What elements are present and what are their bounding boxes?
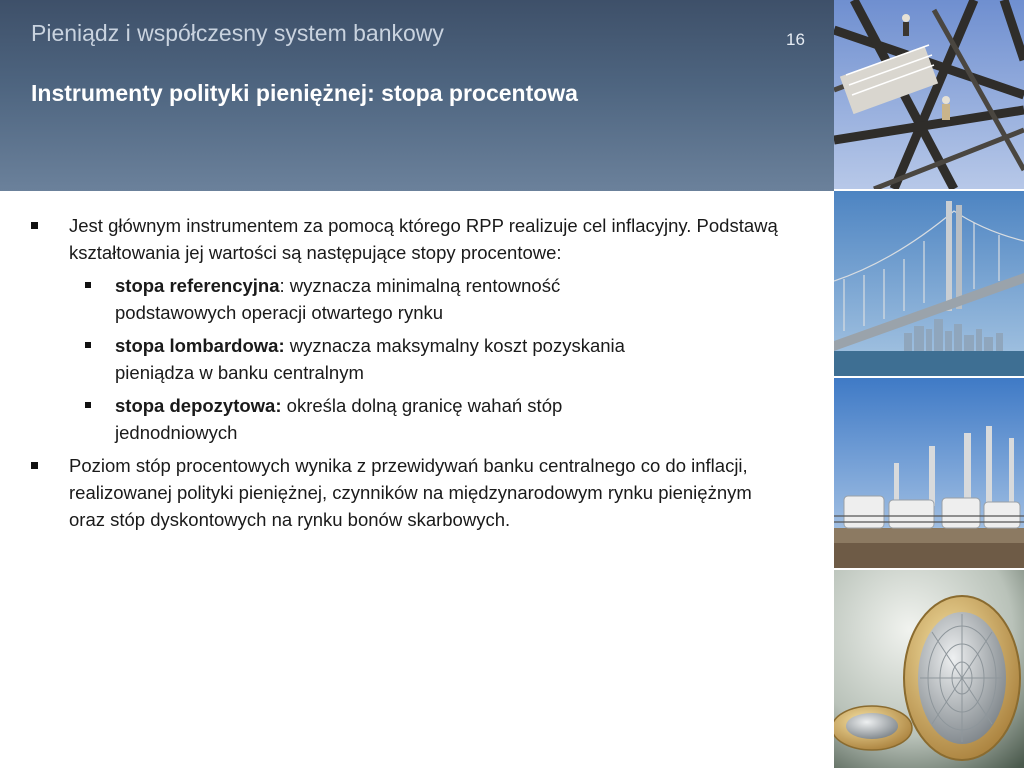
- bullet-text: Poziom stóp procentowych wynika z przewidywań banku centralnego co do inflacji, realizowanej polityki pieniężnej, czynników na międzynarodowym rynku pieniężnym oraz stóp dyskontowych na rynku bonów skarbowych.: [69, 455, 752, 530]
- bullet-item: [0, 212, 789, 446]
- rate-term: stopa lombardowa:: [115, 335, 285, 356]
- sub-bullet-item: [69, 332, 675, 386]
- sub-bullet-list: [69, 272, 789, 446]
- construction-photo: [834, 0, 1024, 189]
- sub-bullet-item: [69, 272, 675, 326]
- deck-title: Pieniądz i współczesny system bankowy: [31, 20, 444, 46]
- square-bullet-icon: [31, 222, 38, 229]
- refinery-photo: [834, 378, 1024, 568]
- square-bullet-icon: [85, 342, 91, 348]
- content-area: [0, 212, 820, 533]
- rate-description: wyznacza minimalną rentowność podstawowych operacji otwartego rynku: [115, 275, 561, 323]
- square-bullet-icon: [85, 402, 91, 408]
- rate-description: wyznacza maksymalny koszt pozyskania pieniądza w banku centralnym: [115, 335, 625, 383]
- sub-bullet-item: [69, 392, 675, 446]
- rate-term-separator: :: [279, 275, 285, 296]
- coins-photo: [834, 570, 1024, 768]
- square-bullet-icon: [85, 282, 91, 288]
- bullet-text: Jest głównym instrumentem za pomocą którego RPP realizuje cel inflacyjny. Podstawą kształtowania jej wartości są następujące stopy procentowe:: [69, 215, 778, 263]
- photo-column: [834, 0, 1024, 768]
- slide-title: Instrumenty polityki pieniężnej: stopa procentowa: [31, 80, 578, 106]
- rate-term: stopa referencyjna: [115, 275, 280, 296]
- rate-description: określa dolną granicę wahań stóp jednodniowych: [115, 395, 563, 443]
- bridge-photo: [834, 191, 1024, 376]
- rate-term: stopa depozytowa:: [115, 395, 282, 416]
- square-bullet-icon: [31, 462, 38, 469]
- slide-number: 16: [786, 30, 805, 49]
- bullet-item: [0, 452, 789, 533]
- header-band: [0, 0, 834, 191]
